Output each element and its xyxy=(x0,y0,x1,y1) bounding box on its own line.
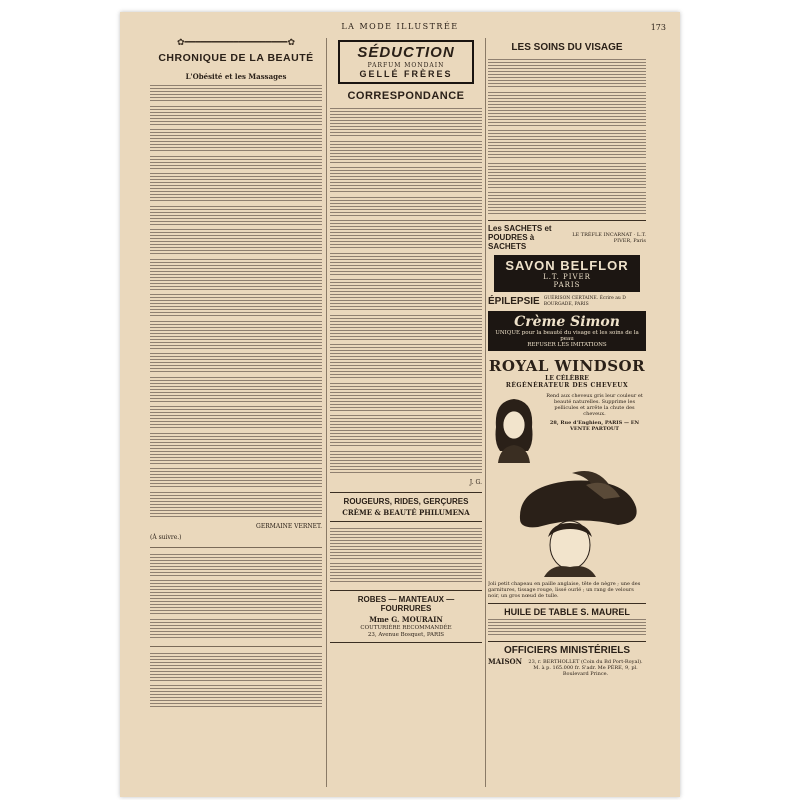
column-correspondance xyxy=(330,38,482,791)
philumena-headline: ROUGEURS, RIDES, GERÇURES xyxy=(343,496,469,506)
seduction-subtitle: PARFUM MONDAIN xyxy=(367,62,445,69)
mourain-headline: ROBES — MANTEAUX — FOURRURES xyxy=(357,595,455,613)
column-rule xyxy=(326,38,327,787)
epilepsie-detail: GUÉRISON CERTAINE. Écrire au D BOURGADE, PARIS xyxy=(543,296,626,307)
ad-epilepsie xyxy=(488,296,646,307)
philumena-line: CRÈME & BEAUTÉ PHILUMENA xyxy=(342,507,470,517)
column-rule xyxy=(485,38,486,787)
ad-huile xyxy=(488,603,646,637)
ad-savon-belflor xyxy=(494,255,640,292)
notice-text xyxy=(330,528,482,585)
officiers-title: OFFICIERS MINISTÉRIELS xyxy=(503,645,631,656)
soins-text xyxy=(488,59,646,216)
column-chronique xyxy=(150,38,322,791)
simon-tagline: UNIQUE pour la beauté du visage et les soins de la peau xyxy=(495,330,639,342)
royal-windsor-blurb: Rend aux cheveux gris leur couleur et beauté naturelles. Supprime les pellicules et arrête la chute des cheveux. xyxy=(546,393,643,417)
continued-note: (À suivre.) xyxy=(150,533,182,541)
maison-text: 23, r. BERTHOLLET (Coin du Bd Port-Royal). M. à p. 165.000 fr. S'adr. Me PÈRE, 9, pl. Boulevard Prince. xyxy=(528,659,643,677)
magazine-page xyxy=(120,12,680,797)
page-header: LA MODE ILLUSTRÉE xyxy=(341,22,459,31)
chronique-title: CHRONIQUE DE LA BEAUTÉ xyxy=(158,52,314,64)
royal-windsor-tagline: RÉGÉNÉRATEUR DES CHEVEUX xyxy=(505,382,629,389)
woman-portrait-icon xyxy=(488,393,540,463)
chronique-subtitle: L'Obésité et les Massages xyxy=(185,72,287,81)
simon-warning: REFUSER LES IMITATIONS xyxy=(527,342,607,348)
ad-creme-simon xyxy=(488,311,646,351)
royal-windsor-title: ROYAL WINDSOR xyxy=(488,357,646,375)
mourain-address: 23, Avenue Bosquet, PARIS xyxy=(367,632,445,638)
notes-text xyxy=(150,653,322,710)
divider xyxy=(150,547,322,548)
royal-windsor-le-celebre: LE CÉLÈBRE xyxy=(545,375,589,382)
maison-label: MAISON xyxy=(488,657,523,666)
mourain-role: COUTURIÈRE RECOMMANDÉE xyxy=(360,625,452,631)
correspondance-signature: J. G. xyxy=(469,478,482,486)
savon-city: PARIS xyxy=(553,281,581,289)
hat-illustration-icon xyxy=(508,467,644,577)
ornament-icon: ✿━━━━━━━━━━━━━━━━━━━✿ xyxy=(176,38,296,48)
seduction-brand: GELLÉ FRÈRES xyxy=(359,69,453,79)
column-soins xyxy=(488,38,646,791)
article-text xyxy=(150,85,322,519)
article-signature: GERMAINE VERNET. xyxy=(256,522,322,530)
officiers-section xyxy=(488,641,646,677)
simon-title: Crème Simon xyxy=(514,314,620,330)
sachets-title: Les SACHETS et POUDRES à SACHETS xyxy=(488,224,552,251)
savon-title: SAVON BELFLOR xyxy=(505,258,629,273)
ad-sachets xyxy=(488,220,646,251)
mourain-name: Mme G. MOURAIN xyxy=(369,615,443,624)
notes-text xyxy=(150,554,322,640)
epilepsie-title: ÉPILEPSIE xyxy=(488,296,540,307)
royal-windsor-address: 28, Rue d'Enghien, PARIS — EN VENTE PARTOUT xyxy=(549,420,640,432)
correspondance-text xyxy=(330,108,482,475)
seduction-title: SÉDUCTION xyxy=(357,44,455,61)
ad-royal-windsor xyxy=(488,357,646,463)
correspondance-heading: CORRESPONDANCE xyxy=(347,90,465,102)
hat-caption: Joli petit chapeau en paille anglaise, tête de nègre ; une des garnitures, tissage rouge, lissé ourlé ; un rang de velours noir, un gros nœud de tulle. xyxy=(488,581,641,599)
ad-seduction xyxy=(338,40,474,84)
sachets-detail: LE TRÈFLE INCARNAT · L.T. PIVER, Paris xyxy=(572,231,646,244)
page-number: 173 xyxy=(650,23,666,32)
huile-title: HUILE DE TABLE S. MAUREL xyxy=(504,607,630,617)
ad-mourain xyxy=(330,590,482,643)
ad-philumena xyxy=(330,492,482,522)
soins-heading: LES SOINS DU VISAGE xyxy=(511,42,623,53)
savon-maker: L.T. PIVER xyxy=(543,273,591,281)
divider xyxy=(150,646,322,647)
